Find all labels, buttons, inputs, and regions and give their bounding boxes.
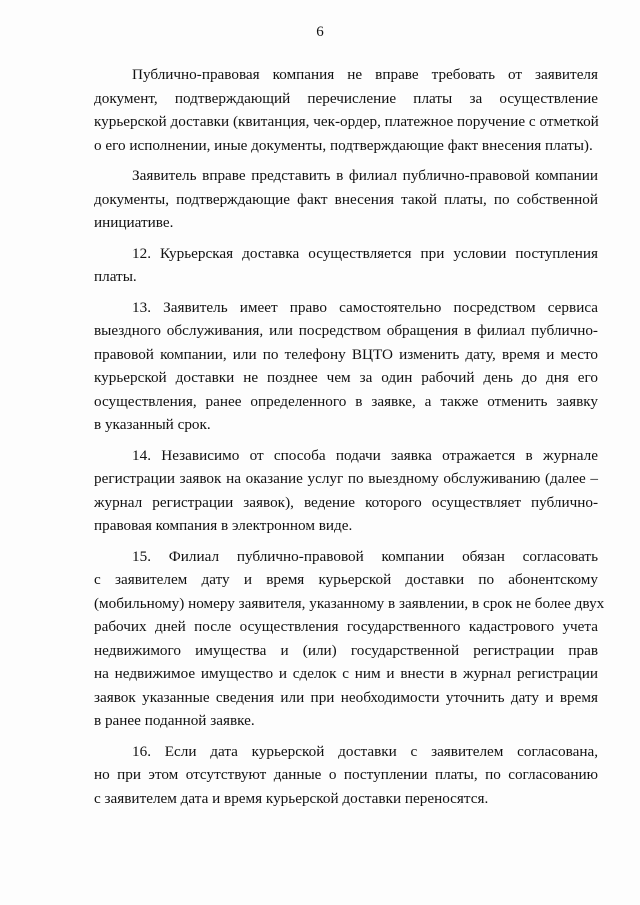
text-line: документы, подтверждающие факт внесения такой платы, по собственной	[94, 190, 598, 208]
text-line: рабочих дней после осуществления государственного кадастрового учета	[94, 618, 598, 635]
text-line: платы.	[94, 268, 137, 285]
text-line: курьерской доставки (квитанция, чек-ордер, платежное поручение с отметкой	[94, 113, 599, 130]
page-number: 6	[316, 24, 324, 40]
paragraph-item-15	[94, 545, 605, 733]
text-line: правовой компании, или по телефону ВЦТО изменить дату, время и место	[94, 345, 598, 363]
body-text	[94, 63, 605, 817]
text-line: 13. Заявитель имеет право самостоятельно посредством сервиса	[132, 298, 598, 316]
text-line: курьерской доставки не позднее чем за один рабочий день до дня его	[94, 369, 598, 386]
text-line: 14. Независимо от способа подачи заявка отражается в журнале	[132, 446, 598, 464]
paragraph-applicant-may-submit	[94, 164, 598, 235]
paragraph-item-13	[94, 296, 598, 437]
text-line: 15. Филиал публично-правовой компании обязан согласовать	[132, 547, 598, 565]
text-line: в указанный срок.	[94, 416, 211, 433]
text-line: выездного обслуживания, или посредством обращения в филиал публично-	[94, 322, 598, 339]
text-line: с заявителем дата и время курьерской доставки переносятся.	[94, 789, 489, 807]
text-line: но при этом отсутствуют данные о поступлении платы, по согласованию	[94, 766, 598, 783]
text-line: документ, подтверждающий перечисление платы за осуществление	[94, 89, 598, 107]
text-line: Заявитель вправе представить в филиал публично-правовой компании	[132, 167, 598, 184]
text-line: 16. Если дата курьерской доставки с заявителем согласована,	[132, 742, 598, 760]
text-line: регистрации заявок на оказание услуг по выездному обслуживанию (далее –	[94, 470, 598, 487]
text-line: на недвижимое имущество и сделок с ним и внести в журнал регистрации	[94, 665, 598, 682]
text-line: о его исполнении, иные документы, подтверждающие факт внесения платы).	[94, 136, 593, 154]
text-line: правовая компания в электронном виде.	[94, 517, 353, 534]
paragraph-item-14	[94, 444, 598, 538]
text-line: 12. Курьерская доставка осуществляется при условии поступления	[132, 244, 598, 262]
text-line: заявок указанные сведения или при необходимости уточнить дату и время	[94, 688, 598, 706]
paragraph-fee-proof-not-required	[94, 63, 598, 157]
text-line: недвижимого имущества и (или) государственной регистрации прав	[94, 641, 598, 659]
text-line: с заявителем дату и время курьерской доставки по абонентскому	[94, 571, 598, 588]
text-line: в ранее поданной заявке.	[94, 712, 255, 729]
paragraph-item-12	[94, 242, 598, 289]
text-line: осуществления, ранее определенного в заявке, а также отменить заявку	[94, 392, 598, 410]
text-line: журнал регистрации заявок), ведение которого осуществляет публично-	[94, 493, 598, 511]
text-line: инициативе.	[94, 214, 174, 231]
text-line: (мобильному) номеру заявителя, указанному в заявлении, в срок не более двух	[94, 594, 605, 612]
paragraph-item-16	[94, 740, 598, 811]
text-line: Публично-правовая компания не вправе требовать от заявителя	[132, 66, 598, 83]
